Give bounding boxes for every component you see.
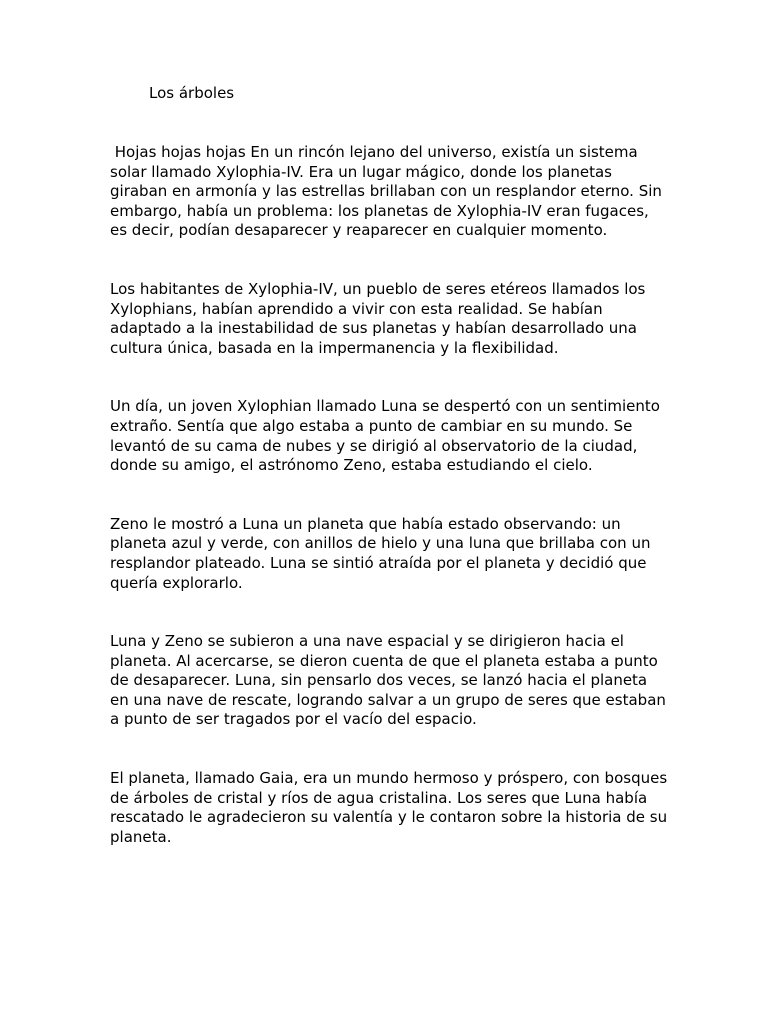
paragraph-4: Zeno le mostró a Luna un planeta que había estado observando: un planeta azul y verde, con anillos de hielo y una luna que brillaba con un resplandor plateado. Luna se sintió atraída por el planeta y decidió que quería explorarlo. [110, 514, 656, 592]
document-title: Los árboles [149, 84, 235, 102]
paragraph-2: Los habitantes de Xylophia-IV, un pueblo de seres etéreos llamados los Xylophians, habían aprendido a vivir con esta realidad. Se habían adaptado a la inestabilidad de sus planetas y habían desarrollado una cultura única, basada en la impermanencia y la flexibilidad. [110, 279, 651, 357]
paragraph-6: El planeta, llamado Gaia, era un mundo hermoso y próspero, con bosques de árboles de cristal y ríos de agua cristalina. Los seres que Luna había rescatado le agradecieron su valentía y le contaron sobre la historia de su planeta. [110, 769, 672, 846]
paragraph-1: Hojas hojas hojas En un rincón lejano del universo, existía un sistema solar llamado Xylophia-IV. Era un lugar mágico, donde los planetas giraban en armonía y las estrellas brillaban con un resplandor eterno. Sin embargo, había un problema: los planetas de Xylophia-IV eran fugaces, es decir, podían desaparecer y reaparecer en cualquier momento. [110, 143, 667, 240]
paragraph-5: Luna y Zeno se subieron a una nave espacial y se dirigieron hacia el planeta. Al acercarse, se dieron cuenta de que el planeta estaba a punto de desaparecer. Luna, sin pensarlo dos veces, se lanzó hacia el planeta en una nave de rescate, logrando salvar a un grupo de seres que estaban a punto de ser tragados por el vacío del espacio. [110, 632, 671, 729]
paragraph-3: Un día, un joven Xylophian llamado Luna se despertó con un sentimiento extraño. Sentía que algo estaba a punto de cambiar en su mundo. Se levantó de su cama de nubes y se dirigió al observatorio de la ciudad, donde su amigo, el astrónomo Zeno, estaba estudiando el cielo. [110, 397, 665, 475]
document-body [110, 143, 670, 847]
